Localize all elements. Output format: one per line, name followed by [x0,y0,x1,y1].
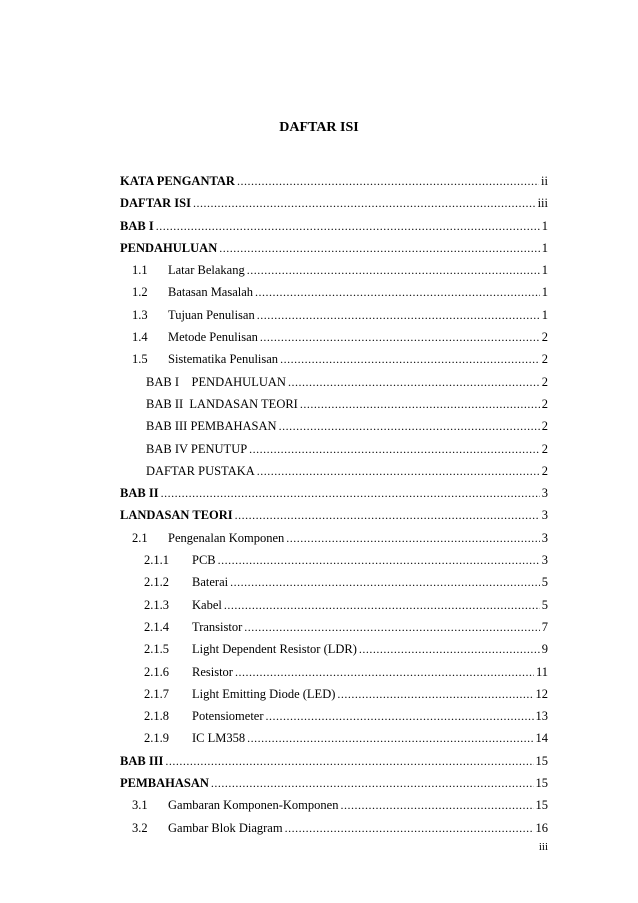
dot-leader [235,504,540,526]
dot-leader [218,549,540,571]
dot-leader [211,772,534,794]
toc-entry-label: Baterai [192,575,229,590]
toc-entry-label: Potensiometer [192,709,264,724]
toc-entry-label: BAB I PENDAHULUAN [146,374,286,389]
toc-entry-number: 2.1.2 [144,575,169,590]
toc-entry-page: 2 [541,441,548,456]
toc-entry-page: 2 [541,374,548,389]
toc-entry-label: Pengenalan Komponen [168,530,285,545]
toc-entry[interactable] [120,192,548,214]
dot-leader [285,817,534,839]
toc-entry[interactable] [120,817,548,839]
toc-entry[interactable] [120,571,548,593]
toc-entry-label: Tujuan Penulisan [168,307,255,322]
dot-leader [161,482,540,504]
toc-entry-page: 5 [541,597,548,612]
toc-entry[interactable] [120,549,548,571]
toc-entry-page: 3 [541,553,548,568]
toc-entry-page: 3 [541,486,548,501]
toc-entry[interactable] [120,727,548,749]
dot-leader [247,727,533,749]
toc-entry[interactable] [120,281,548,303]
dot-leader [340,794,533,816]
toc-entry[interactable] [120,237,548,259]
dot-leader [266,705,534,727]
toc-entry[interactable] [120,415,548,437]
toc-entry[interactable] [120,750,548,772]
toc-entry-label: BAB III PEMBAHASAN [146,419,277,434]
toc-entry-page: 1 [541,263,548,278]
toc-entry-page: 2 [541,396,548,411]
toc-entry-number: 2.1.5 [144,642,169,657]
toc-entry-number: 1.4 [132,330,148,345]
dot-leader [300,393,540,415]
toc-entry-page: 15 [535,753,548,768]
toc-entry-page: 16 [535,820,548,835]
dot-leader [247,259,540,281]
dot-leader [237,170,539,192]
toc-entry-page: 1 [541,285,548,300]
page-title: DAFTAR ISI [279,120,359,135]
toc-entry-number: 2.1.8 [144,709,169,724]
toc-entry[interactable] [120,438,548,460]
dot-leader [219,237,540,259]
dot-leader [260,326,540,348]
toc-entry-label: BAB IV PENUTUP [146,441,248,456]
toc-entry-number: 3.1 [132,798,148,813]
dot-leader [286,527,539,549]
toc-entry-page: 15 [535,798,548,813]
dot-leader [257,460,540,482]
toc-entry-number: 2.1.4 [144,619,169,634]
toc-entry-label: BAB III [120,753,164,768]
toc-entry-label: Gambaran Komponen-Komponen [168,798,339,813]
toc-entry-page: iii [537,196,548,211]
toc-entry[interactable] [120,460,548,482]
toc-entry[interactable] [120,794,548,816]
toc-entry-number: 3.2 [132,820,148,835]
toc-entry-number: 1.3 [132,307,148,322]
toc-entry[interactable] [120,393,548,415]
toc-entry[interactable] [120,215,548,237]
toc-entry-label: DAFTAR PUSTAKA [146,463,255,478]
toc-entry-label: Light Emitting Diode (LED) [192,686,336,701]
toc-entry[interactable] [120,661,548,683]
toc-entry-page: 7 [541,619,548,634]
toc-entry-label: IC LM358 [192,731,246,746]
dot-leader [156,215,540,237]
toc-entry-label: Light Dependent Resistor (LDR) [192,642,357,657]
toc-entry[interactable] [120,326,548,348]
toc-entry[interactable] [120,705,548,727]
toc-entry-label: Transistor [192,619,243,634]
toc-entry-number: 2.1 [132,530,148,545]
toc-entry-page: 2 [541,352,548,367]
toc-entry[interactable] [120,170,548,192]
toc-entry-page: 2 [541,419,548,434]
toc-entry-label: Resistor [192,664,233,679]
toc-entry-number: 2.1.9 [144,731,169,746]
dot-leader [224,594,540,616]
page-number: iii [538,841,548,853]
toc-entry[interactable] [120,772,548,794]
toc-entry-number: 2.1.3 [144,597,169,612]
toc-entry-number: 2.1.1 [144,553,169,568]
toc-entry-page: 15 [535,776,548,791]
dot-leader [235,661,534,683]
dot-leader [257,304,540,326]
toc-entry[interactable] [120,259,548,281]
toc-entry-label: PCB [192,553,216,568]
toc-entry-number: 1.1 [132,263,148,278]
dot-leader [279,415,540,437]
toc-entry[interactable] [120,594,548,616]
toc-entry[interactable] [120,527,548,549]
toc-entry-label: KATA PENGANTAR [120,174,235,188]
toc-entry[interactable] [120,482,548,504]
toc-entry-label: PEMBAHASAN [120,776,209,791]
toc-entry-label: Metode Penulisan [168,330,258,345]
toc-entry-page: 12 [535,686,548,701]
toc-entry-page: ii [541,174,548,188]
dot-leader [359,638,540,660]
toc-entry[interactable] [120,616,548,638]
toc-entry-page: 1 [541,307,548,322]
dot-leader [244,616,540,638]
dot-leader [255,281,540,303]
toc-entry-label: DAFTAR ISI [120,196,191,211]
toc-entry-number: 1.5 [132,352,148,367]
dot-leader [230,571,540,593]
toc-entry-page: 9 [541,642,548,657]
toc-entry-label: BAB II LANDASAN TEORI [146,396,298,411]
toc-entry-page: 5 [541,575,548,590]
toc-entry-page: 14 [535,731,548,746]
dot-leader [288,371,540,393]
dot-leader [249,438,540,460]
dot-leader [337,683,533,705]
dot-leader [165,750,533,772]
toc-entry-label: BAB II [120,486,159,501]
toc-entry-label: PENDAHULUAN [120,240,218,255]
table-of-contents [120,170,548,839]
toc-entry-page: 11 [535,664,548,679]
toc-entry-label: Gambar Blok Diagram [168,820,283,835]
toc-entry-number: 1.2 [132,285,148,300]
toc-entry-label: LANDASAN TEORI [120,508,233,523]
toc-entry[interactable] [120,304,548,326]
toc-entry-page: 3 [541,508,548,523]
toc-entry-page: 13 [535,709,548,724]
toc-entry-label: Sistematika Penulisan [168,352,279,367]
toc-entry-page: 1 [541,218,548,233]
dot-leader [193,192,536,214]
toc-entry[interactable] [120,371,548,393]
toc-entry-page: 2 [541,330,548,345]
toc-entry-number: 2.1.6 [144,664,169,679]
toc-entry-label: Latar Belakang [168,263,245,278]
toc-entry-page: 2 [541,463,548,478]
toc-entry-page: 1 [541,240,548,255]
toc-entry[interactable] [120,348,548,370]
toc-entry-label: Kabel [192,597,222,612]
toc-entry[interactable] [120,504,548,526]
toc-entry[interactable] [120,638,548,660]
toc-entry-label: BAB I [120,218,154,233]
toc-entry-number: 2.1.7 [144,686,169,701]
toc-entry[interactable] [120,683,548,705]
toc-entry-page: 3 [541,530,548,545]
dot-leader [280,348,540,370]
toc-entry-label: Batasan Masalah [168,285,254,300]
